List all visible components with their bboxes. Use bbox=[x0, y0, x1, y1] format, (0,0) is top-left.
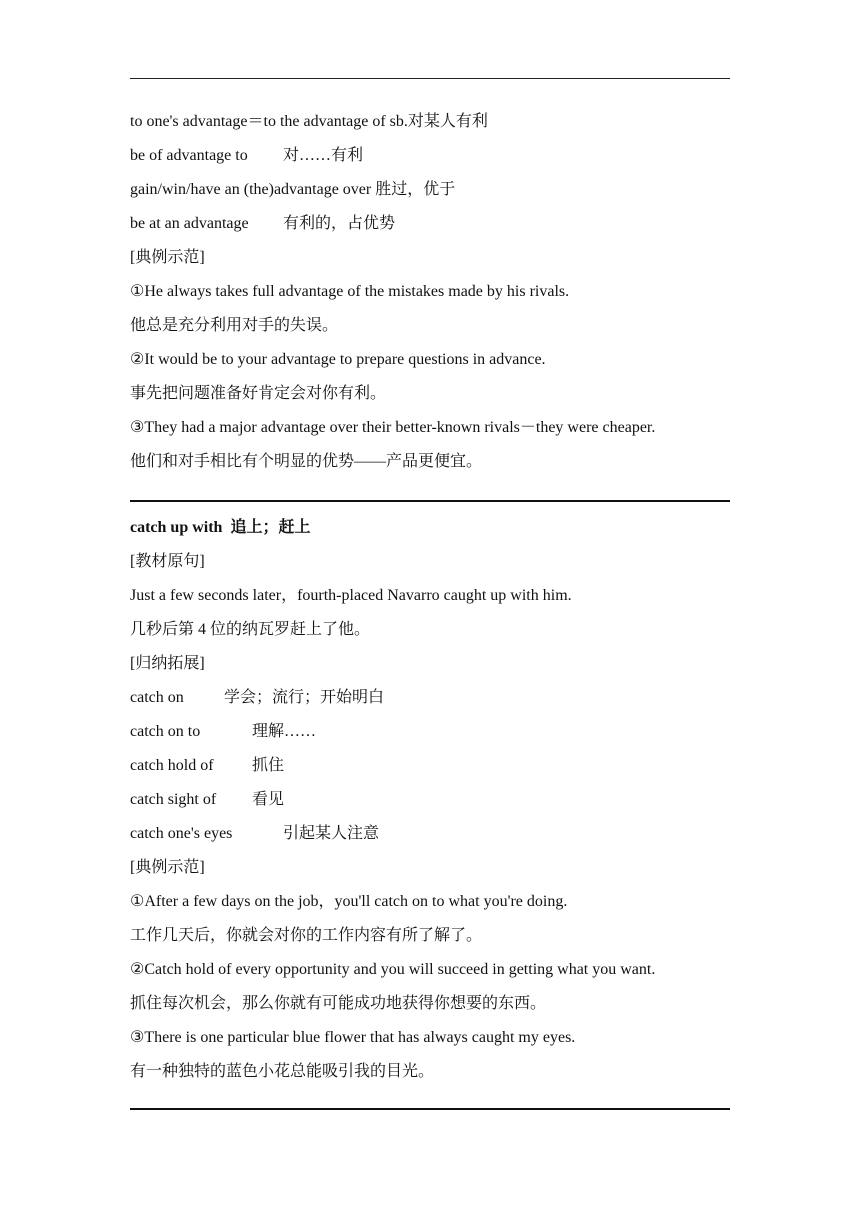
example-en: ③There is one particular blue flower that has always caught my eyes. bbox=[130, 1029, 576, 1046]
example-en: ③They had a major advantage over their better-known rivals－they were cheaper. bbox=[130, 419, 656, 436]
phrase-line bbox=[130, 824, 379, 844]
source-en: Just a few seconds later，fourth-placed Navarro caught up with him. bbox=[130, 587, 572, 604]
phrase-line bbox=[130, 790, 284, 810]
phrase-term: catch on bbox=[130, 689, 184, 706]
phrase-gloss: 对……有利 bbox=[283, 147, 364, 164]
source-label: [教材原句] bbox=[130, 553, 205, 570]
phrase-term: to one's advantage＝to the advantage of sb.对某人有利 bbox=[130, 113, 488, 130]
examples-label: [典例示范] bbox=[130, 859, 205, 876]
example-zh: 抓住每次机会，那么你就有可能成功地获得你想要的东西。 bbox=[130, 995, 547, 1012]
phrase-line bbox=[130, 112, 488, 132]
entry-heading-zh: 追上；赶上 bbox=[230, 519, 311, 536]
phrase-line bbox=[130, 688, 384, 708]
phrase-line bbox=[130, 146, 363, 166]
example-zh: 有一种独特的蓝色小花总能吸引我的目光。 bbox=[130, 1063, 435, 1080]
phrase-term: gain/win/have an (the)advantage over 胜过，优于 bbox=[130, 181, 456, 198]
source-zh: 几秒后第 4 位的纳瓦罗赶上了他。 bbox=[130, 621, 371, 638]
entry-heading-en: catch up with bbox=[130, 519, 223, 536]
example-en: ②It would be to your advantage to prepare questions in advance. bbox=[130, 351, 546, 368]
phrase-line bbox=[130, 722, 316, 742]
examples-label: [典例示范] bbox=[130, 249, 205, 266]
phrase-line bbox=[130, 756, 284, 776]
phrase-gloss: 理解…… bbox=[252, 723, 317, 740]
top-divider bbox=[130, 78, 730, 79]
phrase-term: be of advantage to bbox=[130, 147, 248, 164]
phrase-term: catch hold of bbox=[130, 757, 214, 774]
phrase-term: catch one's eyes bbox=[130, 825, 233, 842]
phrase-term: catch on to bbox=[130, 723, 201, 740]
phrase-gloss: 学会；流行；开始明白 bbox=[224, 689, 385, 706]
phrase-gloss: 有利的，占优势 bbox=[283, 215, 396, 232]
example-en: ①After a few days on the job，you'll catch on to what you're doing. bbox=[130, 893, 568, 910]
phrase-line bbox=[130, 214, 395, 234]
bottom-divider bbox=[130, 1108, 730, 1110]
expand-label: [归纳拓展] bbox=[130, 655, 205, 672]
entry-heading bbox=[130, 518, 310, 538]
phrase-gloss: 看见 bbox=[252, 791, 285, 808]
section-divider bbox=[130, 500, 730, 502]
phrase-line bbox=[130, 180, 455, 200]
example-en: ①He always takes full advantage of the mistakes made by his rivals. bbox=[130, 283, 570, 300]
example-zh: 事先把问题准备好肯定会对你有利。 bbox=[130, 385, 387, 402]
phrase-gloss: 抓住 bbox=[252, 757, 285, 774]
example-zh: 他们和对手相比有个明显的优势——产品更便宜。 bbox=[130, 453, 483, 470]
phrase-term: be at an advantage bbox=[130, 215, 249, 232]
example-en: ②Catch hold of every opportunity and you will succeed in getting what you want. bbox=[130, 961, 656, 978]
phrase-term: catch sight of bbox=[130, 791, 217, 808]
phrase-gloss: 引起某人注意 bbox=[283, 825, 380, 842]
example-zh: 工作几天后，你就会对你的工作内容有所了解了。 bbox=[130, 927, 483, 944]
example-zh: 他总是充分利用对手的失误。 bbox=[130, 317, 339, 334]
